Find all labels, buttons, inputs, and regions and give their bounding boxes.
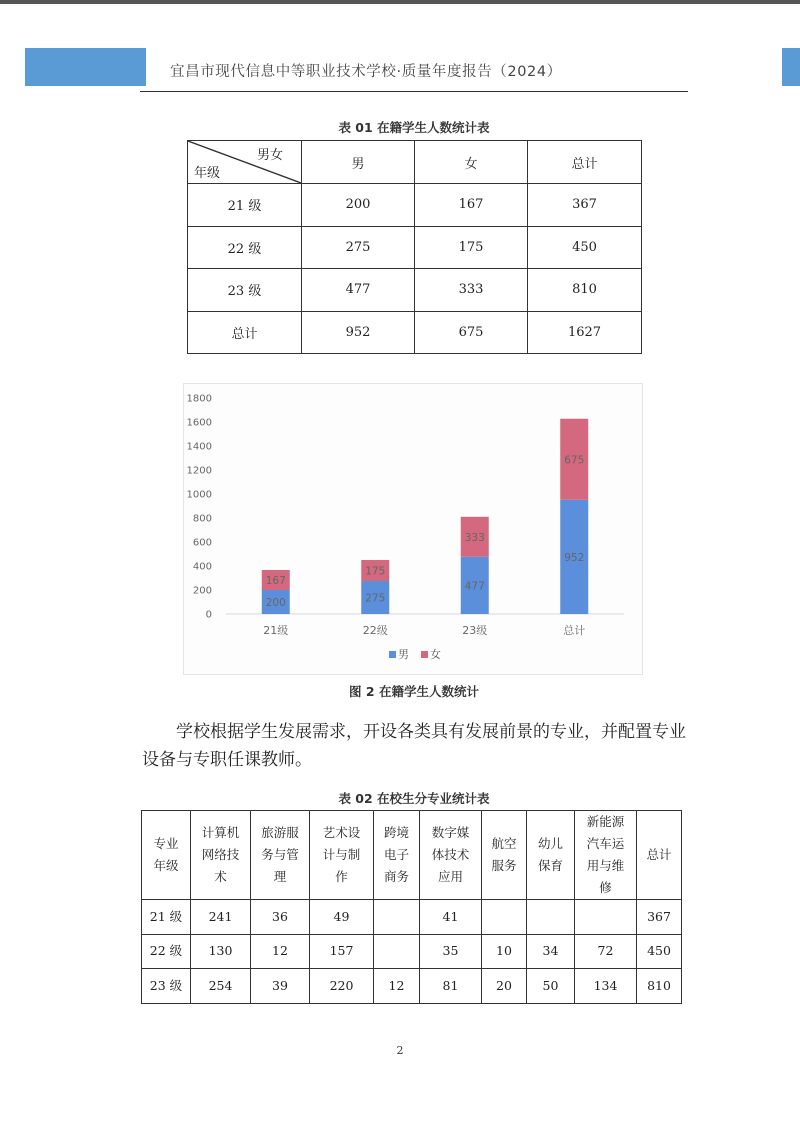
count-cell: 157 xyxy=(310,934,374,969)
y-tick-label: 600 xyxy=(192,537,212,549)
col-new-energy: 新能源 汽车运 用与维 修 xyxy=(575,811,637,900)
y-tick-label: 800 xyxy=(192,513,212,525)
bar-value-label: 175 xyxy=(365,565,386,578)
count-cell: 72 xyxy=(575,934,637,969)
count-cell: 41 xyxy=(420,900,482,935)
y-tick-label: 1800 xyxy=(186,393,212,405)
grade-cell: 22 级 xyxy=(188,226,302,269)
table-row xyxy=(188,269,642,312)
count-cell: 39 xyxy=(251,969,310,1004)
bar-value-label: 167 xyxy=(265,574,286,587)
y-tick-label: 1200 xyxy=(186,465,212,477)
col-total: 总计 xyxy=(637,811,682,900)
table-row xyxy=(142,900,682,935)
legend-label: 男 xyxy=(398,648,409,661)
total-cell: 1627 xyxy=(528,311,642,354)
body-paragraph xyxy=(142,718,692,774)
top-border xyxy=(0,0,800,4)
male-cell: 477 xyxy=(302,269,415,312)
col-digital-media: 数字媒 体技术 应用 xyxy=(420,811,482,900)
grade-cell: 21 级 xyxy=(142,900,191,935)
count-cell: 134 xyxy=(575,969,637,1004)
table2-header-row xyxy=(142,811,682,900)
enrollment-table xyxy=(187,140,642,354)
total-cell: 367 xyxy=(637,900,682,935)
count-cell xyxy=(374,934,420,969)
table2-corner: 专业 年级 xyxy=(142,811,191,900)
count-cell: 34 xyxy=(527,934,575,969)
grade-cell: 21 级 xyxy=(188,184,302,227)
count-cell: 130 xyxy=(191,934,251,969)
header-accent-left xyxy=(25,48,146,86)
table1-header-male: 男 xyxy=(302,141,415,184)
table-row xyxy=(142,934,682,969)
total-cell: 450 xyxy=(528,226,642,269)
count-cell: 12 xyxy=(374,969,420,1004)
table2-caption: 表 02 在校生分专业统计表 xyxy=(338,791,490,806)
table1-header-total: 总计 xyxy=(528,141,642,184)
count-cell: 241 xyxy=(191,900,251,935)
header-title: 宜昌市现代信息中等职业技术学校·质量年度报告（2024） xyxy=(170,64,562,80)
table1-corner-top: 男女 xyxy=(256,148,283,163)
col-ecommerce: 跨境 电子 商务 xyxy=(374,811,420,900)
count-cell: 254 xyxy=(191,969,251,1004)
y-tick-label: 1400 xyxy=(186,441,212,453)
count-cell: 49 xyxy=(310,900,374,935)
bar-value-label: 477 xyxy=(464,580,485,593)
col-art-design: 艺术设 计与制 作 xyxy=(310,811,374,900)
count-cell: 10 xyxy=(482,934,527,969)
bar-value-label: 200 xyxy=(265,597,286,609)
table-row xyxy=(142,969,682,1004)
x-category-label: 22级 xyxy=(362,624,388,637)
table1-corner-bottom: 年级 xyxy=(194,166,221,181)
col-aviation: 航空 服务 xyxy=(482,811,527,900)
table-row xyxy=(188,184,642,227)
female-cell: 333 xyxy=(415,269,528,312)
bar-value-label: 952 xyxy=(564,551,585,564)
grade-cell: 23 级 xyxy=(142,969,191,1004)
count-cell: 220 xyxy=(310,969,374,1004)
bar-value-label: 275 xyxy=(365,592,386,605)
y-tick-label: 1000 xyxy=(186,489,212,501)
table1-caption: 表 01 在籍学生人数统计表 xyxy=(338,120,490,135)
y-tick-label: 400 xyxy=(192,561,212,573)
male-cell: 952 xyxy=(302,311,415,354)
table-row xyxy=(188,226,642,269)
male-cell: 200 xyxy=(302,184,415,227)
legend-swatch xyxy=(421,651,428,658)
x-category-label: 总计 xyxy=(563,624,586,637)
table1-header-female: 女 xyxy=(415,141,528,184)
bar-value-label: 333 xyxy=(464,531,485,544)
male-cell: 275 xyxy=(302,226,415,269)
x-category-label: 21级 xyxy=(263,624,289,637)
page-number: 2 xyxy=(396,1044,404,1057)
legend-label: 女 xyxy=(430,648,441,661)
count-cell xyxy=(374,900,420,935)
total-cell: 367 xyxy=(528,184,642,227)
count-cell: 50 xyxy=(527,969,575,1004)
table1-corner-cell xyxy=(188,141,302,184)
grade-cell: 总计 xyxy=(188,311,302,354)
total-cell: 450 xyxy=(637,934,682,969)
col-network: 计算机 网络技 术 xyxy=(191,811,251,900)
count-cell: 35 xyxy=(420,934,482,969)
table-row xyxy=(188,311,642,354)
count-cell: 20 xyxy=(482,969,527,1004)
y-tick-label: 200 xyxy=(192,585,212,597)
chart-svg xyxy=(184,384,642,674)
header-rule xyxy=(140,91,688,92)
x-category-label: 23级 xyxy=(462,624,488,637)
grade-cell: 23 级 xyxy=(188,269,302,312)
figure-caption: 图 2 在籍学生人数统计 xyxy=(349,684,479,699)
female-cell: 167 xyxy=(415,184,528,227)
total-cell: 810 xyxy=(637,969,682,1004)
count-cell xyxy=(527,900,575,935)
y-tick-label: 1600 xyxy=(186,417,212,429)
female-cell: 175 xyxy=(415,226,528,269)
col-tourism: 旅游服 务与管 理 xyxy=(251,811,310,900)
legend-swatch xyxy=(389,651,396,658)
total-cell: 810 xyxy=(528,269,642,312)
enrollment-chart xyxy=(183,383,643,675)
count-cell xyxy=(482,900,527,935)
count-cell: 81 xyxy=(420,969,482,1004)
col-childcare: 幼儿 保育 xyxy=(527,811,575,900)
grade-cell: 22 级 xyxy=(142,934,191,969)
body-paragraph-text: 学校根据学生发展需求，开设各类具有发展前景的专业，并配置专业设备与专职任课教师。 xyxy=(142,722,686,770)
y-tick-label: 0 xyxy=(205,609,212,621)
major-table xyxy=(141,810,682,1004)
female-cell: 675 xyxy=(415,311,528,354)
count-cell: 12 xyxy=(251,934,310,969)
count-cell xyxy=(575,900,637,935)
bar-value-label: 675 xyxy=(564,454,585,467)
count-cell: 36 xyxy=(251,900,310,935)
header-accent-right xyxy=(782,48,800,86)
